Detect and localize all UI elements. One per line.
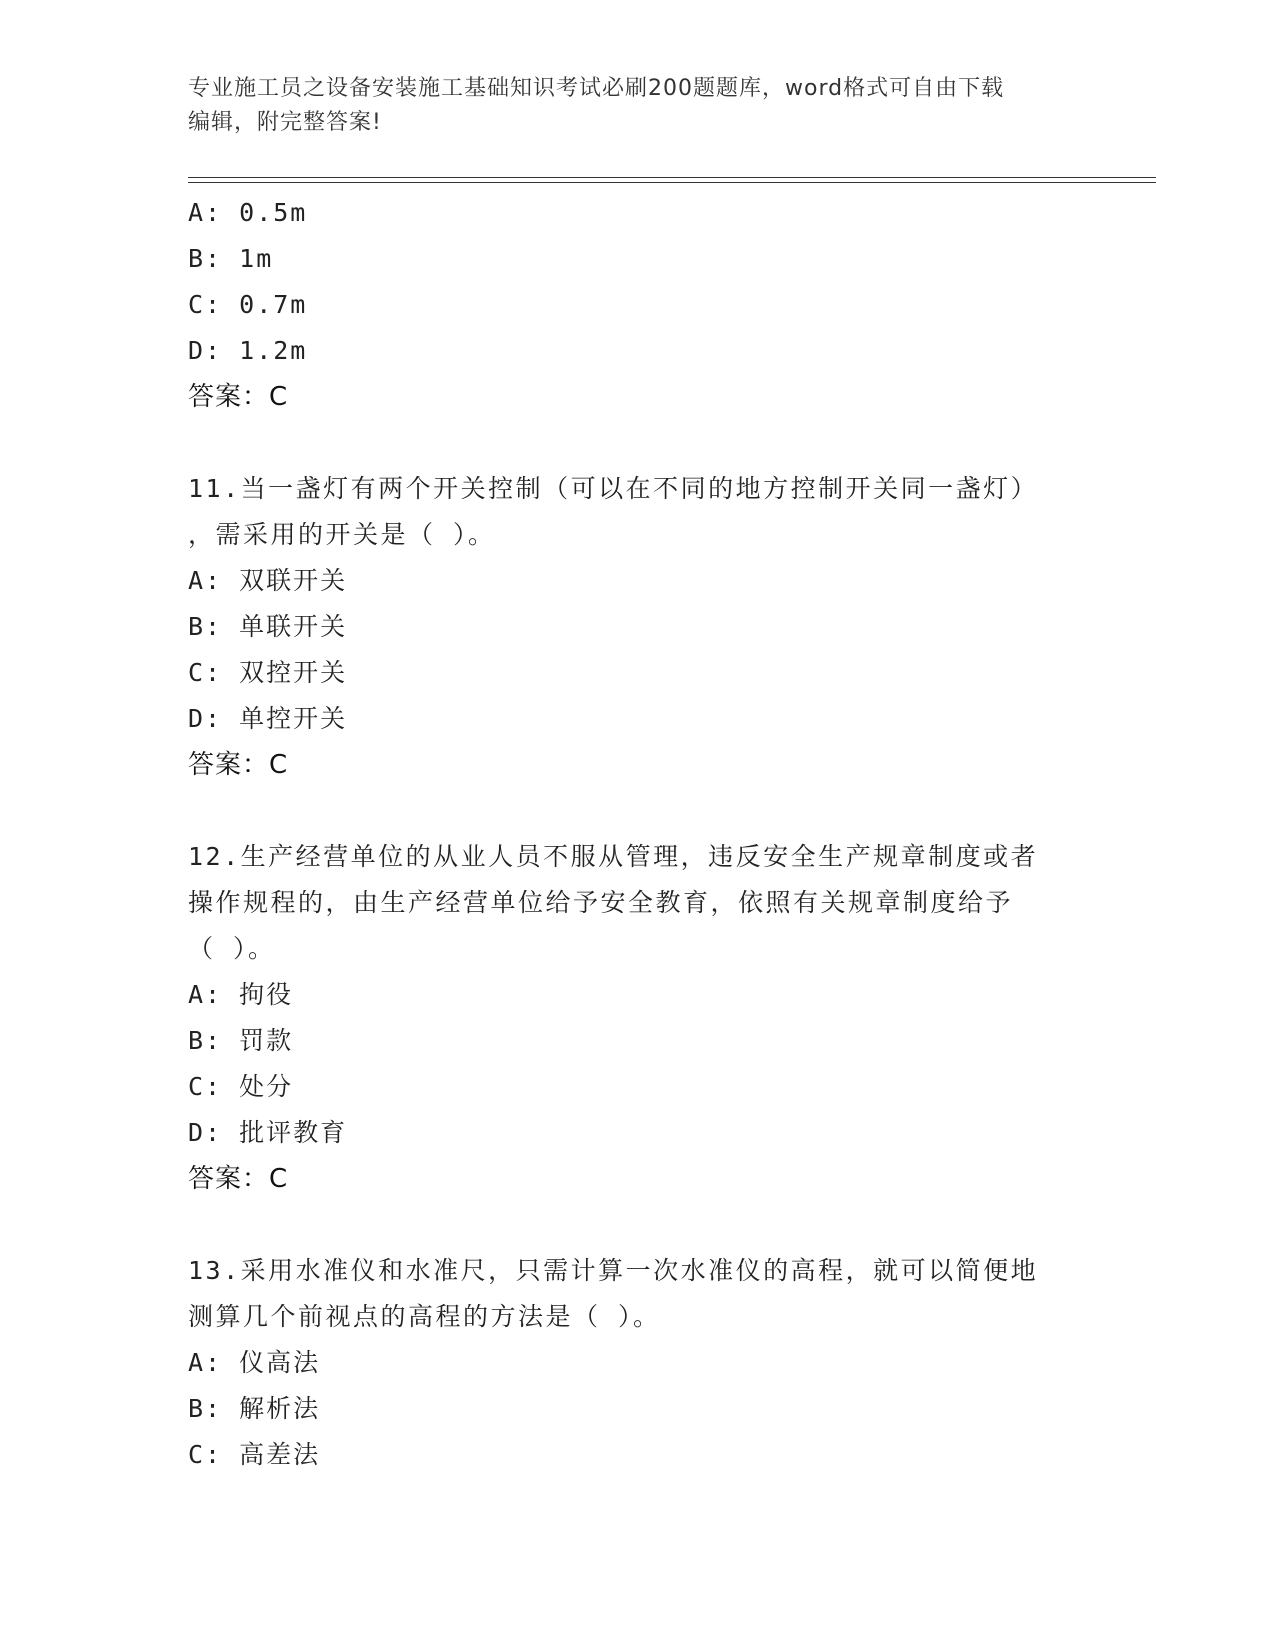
option-d: D: 1.2m	[188, 336, 308, 365]
option-c: C: 处分	[188, 1072, 294, 1101]
answer-line: 答案：C	[188, 382, 289, 412]
option-b: B: 解析法	[188, 1394, 321, 1423]
spacer	[188, 1202, 1088, 1248]
answer-line: 答案：C	[188, 750, 289, 780]
question-10-continued	[188, 190, 1088, 420]
answer-line: 答案：C	[188, 1164, 289, 1194]
question-12	[188, 834, 1088, 1202]
option-a: A: 拘役	[188, 980, 294, 1009]
option-a: A: 仪高法	[188, 1348, 321, 1377]
option-c: C: 0.7m	[188, 290, 308, 319]
header-title-line-2: 编辑，附完整答案!	[188, 110, 382, 135]
question-11	[188, 466, 1088, 788]
header-divider-bottom	[188, 182, 1156, 183]
header-divider-top	[188, 177, 1156, 178]
question-text-line: 11.当一盏灯有两个开关控制（可以在不同的地方控制开关同一盏灯）	[188, 474, 1039, 503]
question-list	[188, 190, 1088, 1478]
option-d: D: 批评教育	[188, 1118, 348, 1147]
option-a: A: 0.5m	[188, 198, 308, 227]
document-header	[188, 72, 1088, 140]
question-text-line: 测算几个前视点的高程的方法是（ ）。	[188, 1302, 661, 1331]
spacer	[188, 788, 1088, 834]
option-d: D: 单控开关	[188, 704, 348, 733]
question-13	[188, 1248, 1088, 1478]
option-b: B: 单联开关	[188, 612, 348, 641]
question-text-line: 12.生产经营单位的从业人员不服从管理，违反安全生产规章制度或者	[188, 842, 1039, 871]
option-b: B: 罚款	[188, 1026, 294, 1055]
option-c: C: 高差法	[188, 1440, 321, 1469]
question-text-line: 操作规程的，由生产经营单位给予安全教育，依照有关规章制度给予	[188, 888, 1014, 917]
question-text-line: （ ）。	[188, 934, 276, 963]
question-text-line: 13.采用水准仪和水准尺，只需计算一次水准仪的高程，就可以简便地	[188, 1256, 1039, 1285]
header-title-line-1: 专业施工员之设备安装施工基础知识考试必刷200题题库，word格式可自由下载	[188, 76, 1005, 101]
option-c: C: 双控开关	[188, 658, 348, 687]
spacer	[188, 420, 1088, 466]
question-text-line: ，需采用的开关是（ ）。	[188, 520, 496, 549]
option-b: B: 1m	[188, 244, 274, 273]
option-a: A: 双联开关	[188, 566, 348, 595]
